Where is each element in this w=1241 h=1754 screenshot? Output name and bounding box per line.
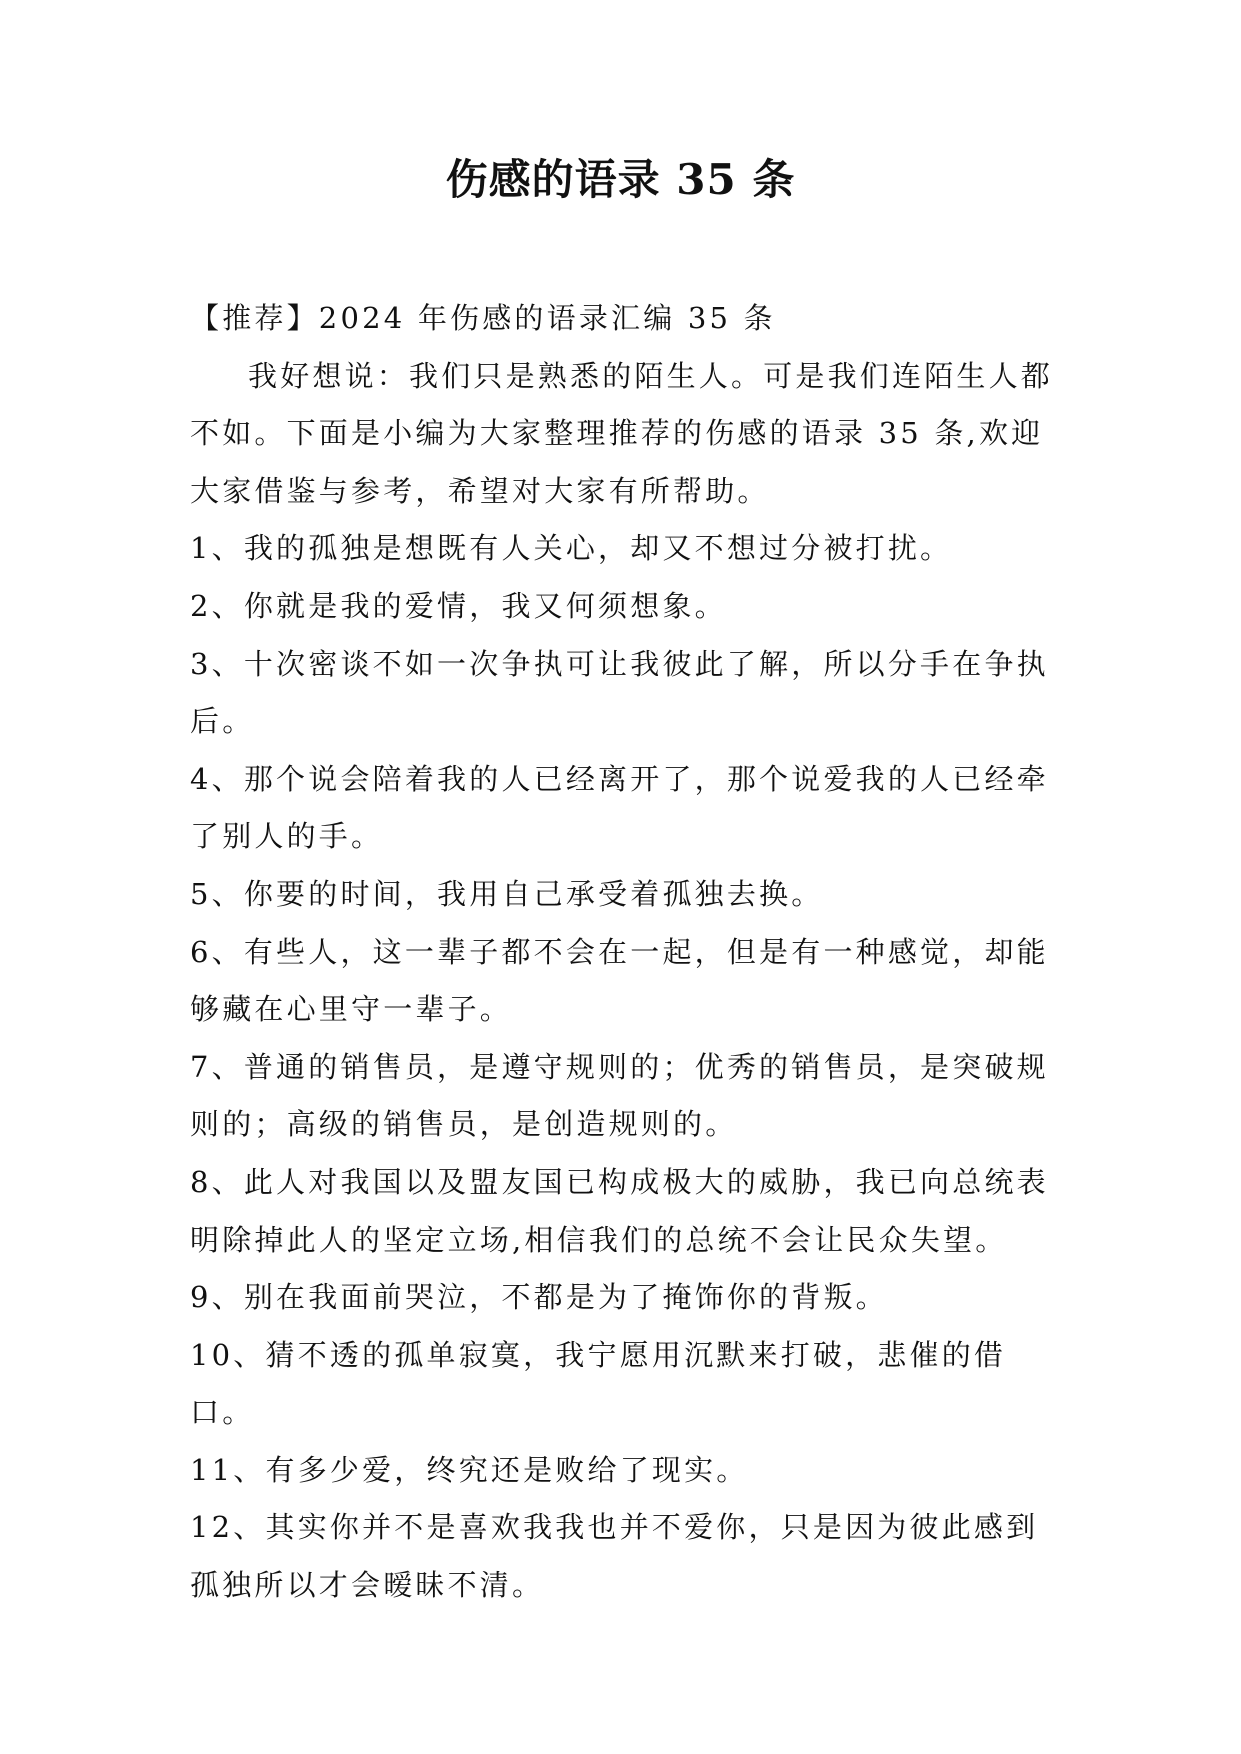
quote-item-11: 11、有多少爱，终究还是败给了现实。 (190, 1452, 749, 1487)
quote-item-3: 3、十次密谈不如一次争执可让我彼此了解，所以分手在争执后。 (190, 646, 1049, 739)
quote-item-9: 9、别在我面前哭泣，不都是为了掩饰你的背叛。 (190, 1280, 888, 1315)
quote-item-4: 4、那个说会陪着我的人已经离开了，那个说爱我的人已经牵了别人的手。 (190, 761, 1049, 854)
intro-paragraph: 我好想说：我们只是熟悉的陌生人。可是我们连陌生人都不如。下面是小编为大家整理推荐的伤感的语录 35 条,欢迎大家借鉴与参考，希望对大家有所帮助。 (190, 358, 1054, 508)
quote-item-6: 6、有些人，这一辈子都不会在一起，但是有一种感觉，却能够藏在心里守一辈子。 (190, 934, 1049, 1027)
document-subtitle: 【推荐】2024 年伤感的语录汇编 35 条 (190, 301, 776, 335)
quote-item-7: 7、普通的销售员，是遵守规则的；优秀的销售员，是突破规则的；高级的销售员，是创造规则的。 (190, 1049, 1049, 1142)
quote-item-10: 10、猜不透的孤单寂寞，我宁愿用沉默来打破，悲催的借口。 (190, 1337, 1007, 1430)
quote-item-2: 2、你就是我的爱情，我又何须想象。 (190, 588, 727, 623)
document-title: 伤感的语录 35 条 (445, 155, 796, 204)
quote-item-1: 1、我的孤独是想既有人关心，却又不想过分被打扰。 (190, 531, 953, 566)
quote-item-12: 12、其实你并不是喜欢我我也并不爱你，只是因为彼此感到孤独所以才会暧昧不清。 (190, 1510, 1039, 1603)
document-body (190, 290, 1060, 1615)
quote-item-8: 8、此人对我国以及盟友国已构成极大的威胁，我已向总统表明除掉此人的坚定立场,相信我们的总统不会让民众失望。 (190, 1164, 1049, 1257)
quote-item-5: 5、你要的时间，我用自己承受着孤独去换。 (190, 876, 824, 911)
